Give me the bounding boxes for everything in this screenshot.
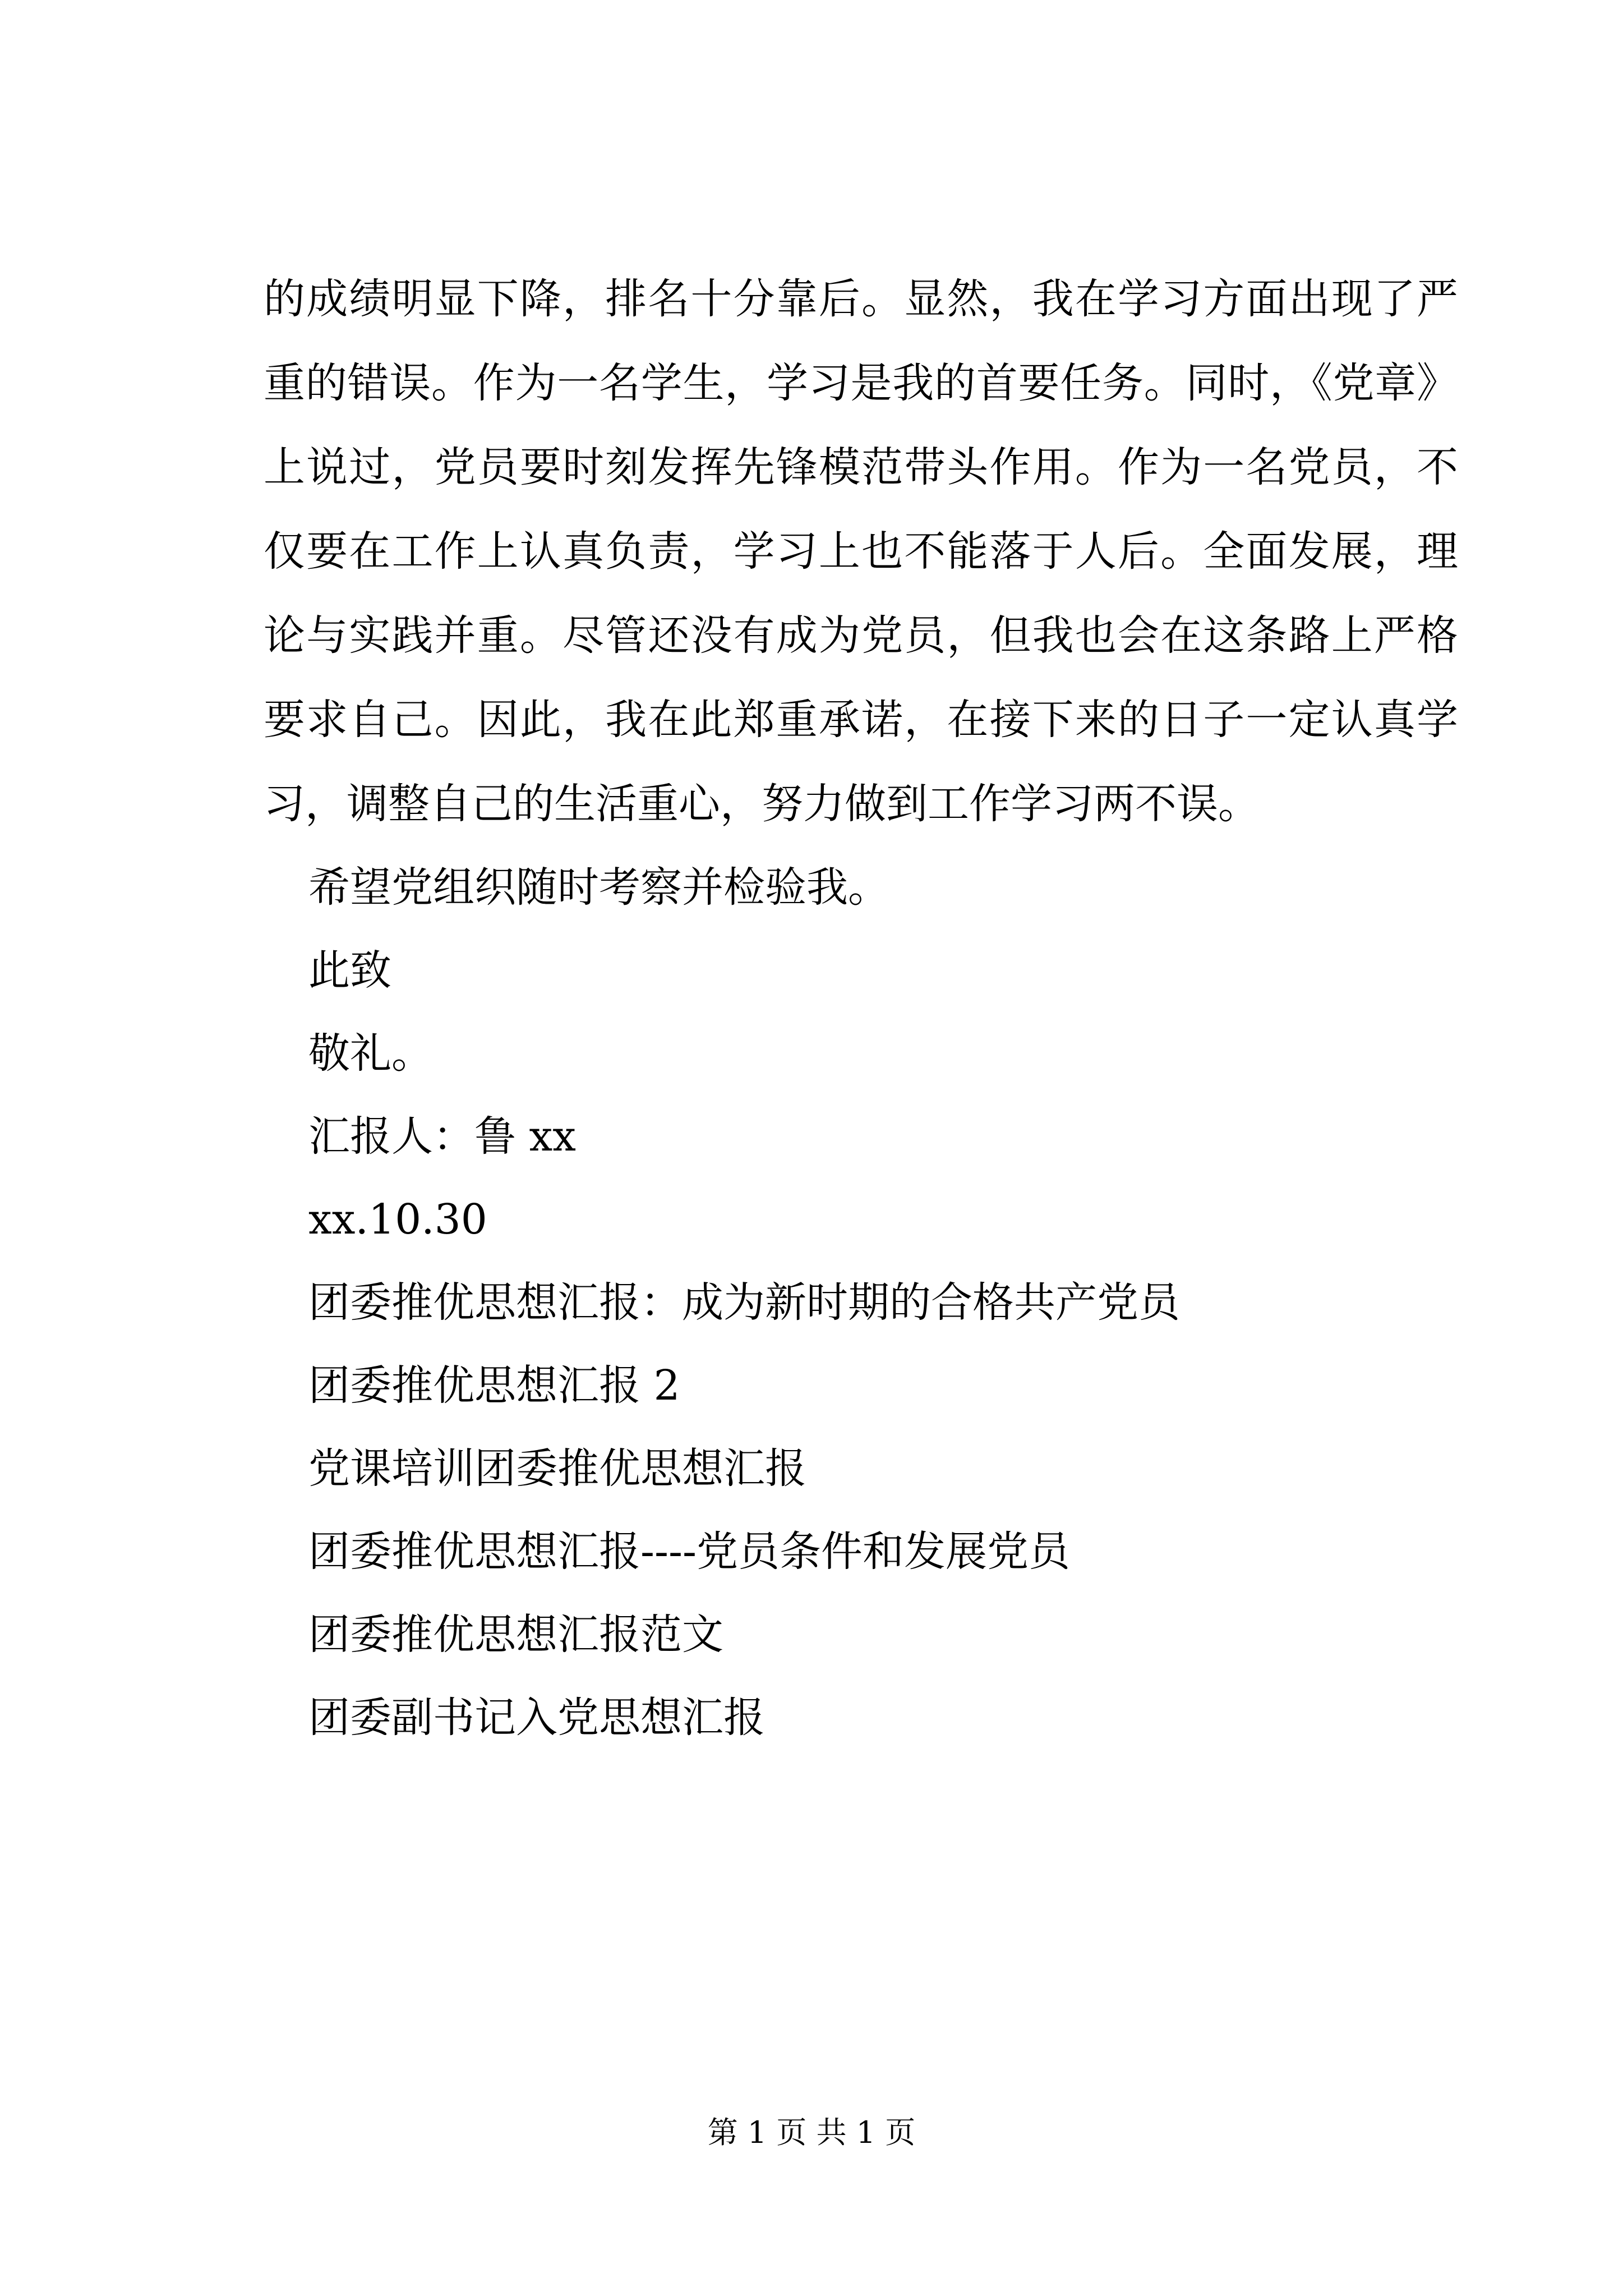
closing-hope-line: 希望党组织随时考察并检验我。	[308, 863, 889, 912]
document-body	[264, 257, 1458, 1759]
regards-line: 敬礼。	[308, 1029, 433, 1078]
salutation-line: 此致	[308, 946, 391, 995]
body-paragraph: 的成绩明显下降，排名十分靠后。显然，我在学习方面出现了严重的错误。作为一名学生，学习是我的首要任务。同时，《党章》上说过，党员要时刻发挥先锋模范带头作用。作为一名党员，不仅要在工作上认真负责，学习上也不能落于人后。全面发展，理论与实践并重。尽管还没有成为党员，但我也会在这条路上严格要求自己。因此，我在此郑重承诺，在接下来的日子一定认真学习，调整自己的生活重心，努力做到工作学习两不误。	[264, 275, 1458, 828]
related-title-1: 团委推优思想汇报：成为新时期的合格共产党员	[308, 1278, 1180, 1327]
reporter-line: 汇报人：鲁 xx	[308, 1112, 576, 1161]
related-title-3: 党课培训团委推优思想汇报	[308, 1444, 806, 1493]
related-title-6: 团委副书记入党思想汇报	[308, 1694, 765, 1742]
page-footer: 第 1 页 共 1 页	[707, 2115, 916, 2150]
related-title-2: 团委推优思想汇报 2	[308, 1361, 680, 1410]
related-title-4: 团委推优思想汇报----党员条件和发展党员	[308, 1527, 1071, 1576]
related-title-5: 团委推优思想汇报范文	[308, 1611, 723, 1659]
date-line: xx.10.30	[308, 1195, 487, 1244]
